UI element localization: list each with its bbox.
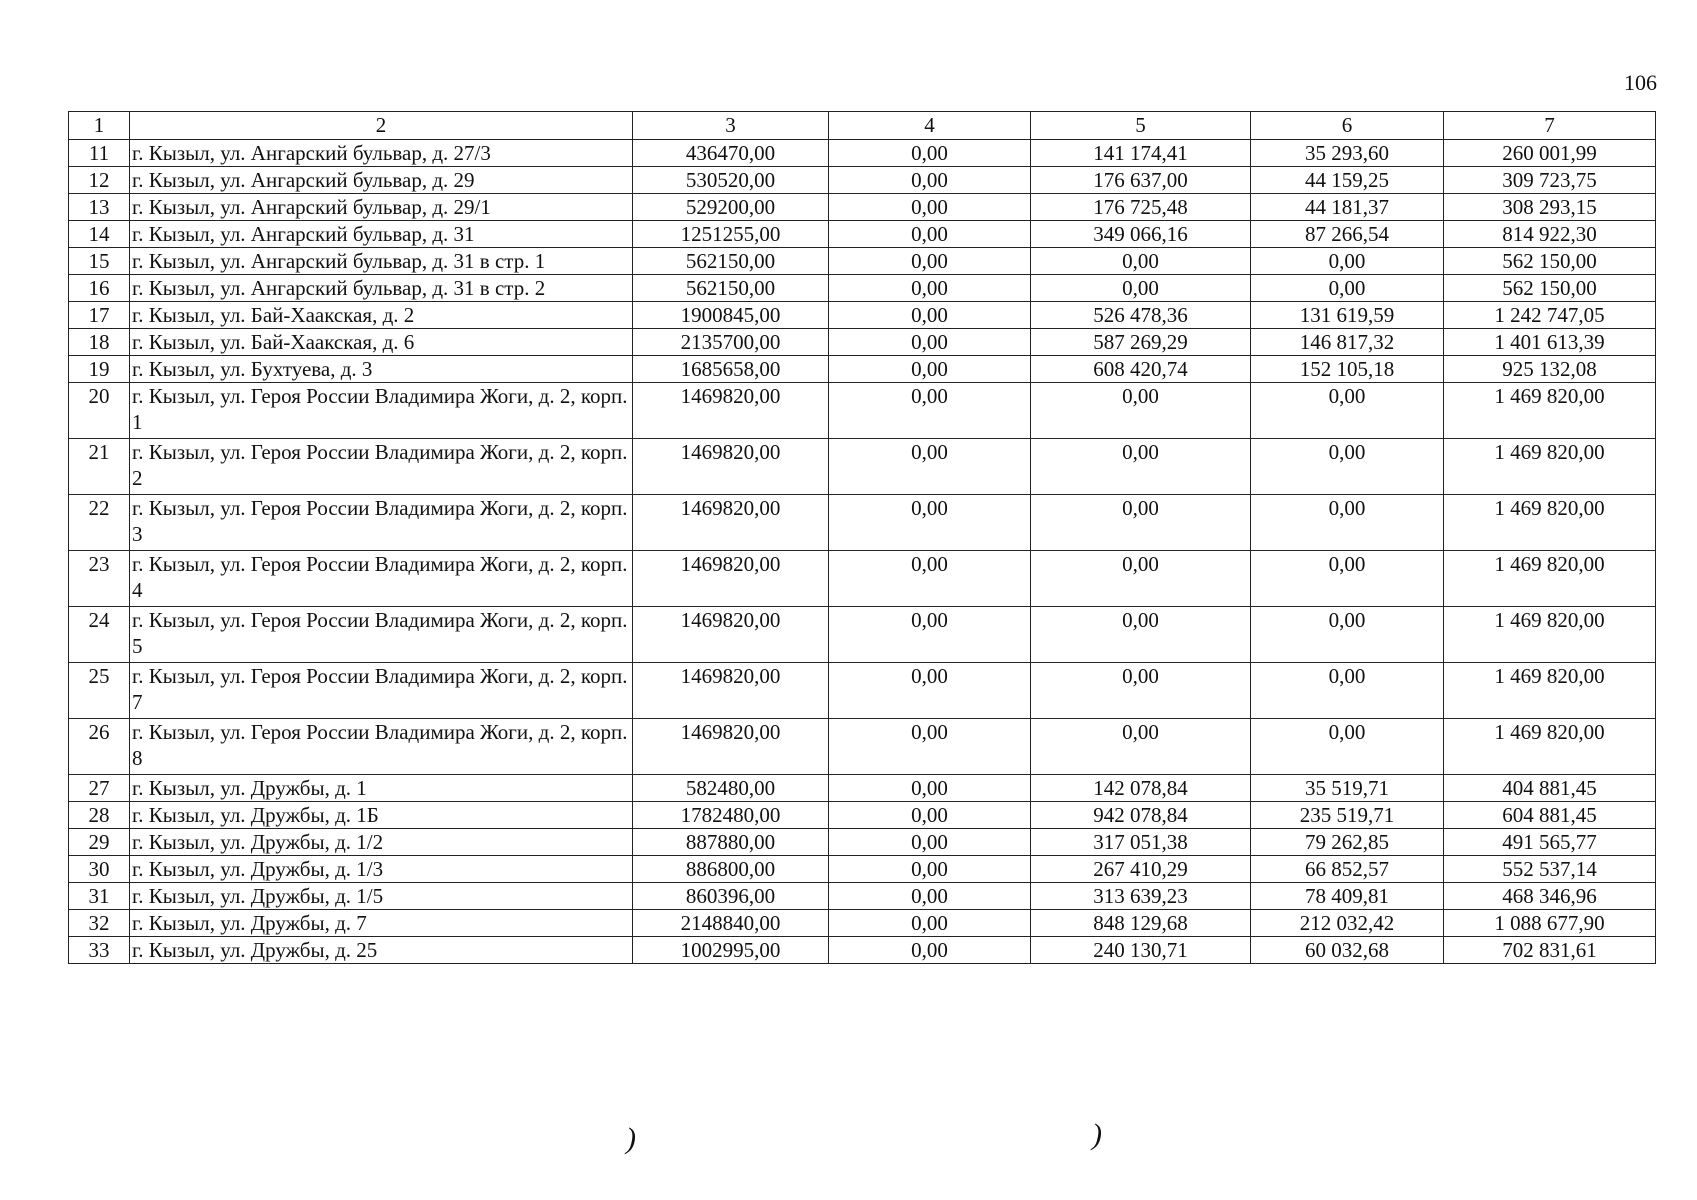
address-cell: г. Кызыл, ул. Дружбы, д. 1/2 bbox=[130, 829, 633, 856]
col3-cell: 887880,00 bbox=[633, 829, 829, 856]
col7-cell: 925 132,08 bbox=[1444, 356, 1656, 383]
address-cell: г. Кызыл, ул. Бай-Хаакская, д. 2 bbox=[130, 302, 633, 329]
col5-cell: 176 637,00 bbox=[1031, 167, 1251, 194]
col6-cell: 0,00 bbox=[1251, 607, 1444, 663]
col3-cell: 1469820,00 bbox=[633, 551, 829, 607]
row-number-cell: 12 bbox=[69, 167, 130, 194]
col4-cell: 0,00 bbox=[829, 607, 1031, 663]
col6-cell: 35 293,60 bbox=[1251, 140, 1444, 167]
col3-cell: 1469820,00 bbox=[633, 663, 829, 719]
col6-cell: 0,00 bbox=[1251, 275, 1444, 302]
col4-cell: 0,00 bbox=[829, 194, 1031, 221]
address-cell: г. Кызыл, ул. Ангарский бульвар, д. 29 bbox=[130, 167, 633, 194]
col6-cell: 0,00 bbox=[1251, 248, 1444, 275]
col5-cell: 349 066,16 bbox=[1031, 221, 1251, 248]
address-cell: г. Кызыл, ул. Дружбы, д. 1Б bbox=[130, 802, 633, 829]
col7-cell: 1 469 820,00 bbox=[1444, 719, 1656, 775]
table-row bbox=[69, 329, 1656, 356]
row-number-cell: 14 bbox=[69, 221, 130, 248]
row-number-cell: 24 bbox=[69, 607, 130, 663]
col4-cell: 0,00 bbox=[829, 383, 1031, 439]
header-cell: 1 bbox=[69, 112, 130, 140]
col5-cell: 0,00 bbox=[1031, 383, 1251, 439]
table-row bbox=[69, 302, 1656, 329]
col7-cell: 1 469 820,00 bbox=[1444, 383, 1656, 439]
col5-cell: 240 130,71 bbox=[1031, 937, 1251, 964]
col3-cell: 1002995,00 bbox=[633, 937, 829, 964]
col4-cell: 0,00 bbox=[829, 551, 1031, 607]
col3-cell: 1469820,00 bbox=[633, 383, 829, 439]
col6-cell: 152 105,18 bbox=[1251, 356, 1444, 383]
table-row bbox=[69, 167, 1656, 194]
table-row bbox=[69, 856, 1656, 883]
header-cell: 7 bbox=[1444, 112, 1656, 140]
row-number-cell: 11 bbox=[69, 140, 130, 167]
col6-cell: 212 032,42 bbox=[1251, 910, 1444, 937]
margin-mark: ) bbox=[1092, 1118, 1102, 1151]
col7-cell: 468 346,96 bbox=[1444, 883, 1656, 910]
col7-cell: 552 537,14 bbox=[1444, 856, 1656, 883]
address-cell: г. Кызыл, ул. Ангарский бульвар, д. 31 в стр. 1 bbox=[130, 248, 633, 275]
header-cell: 4 bbox=[829, 112, 1031, 140]
col4-cell: 0,00 bbox=[829, 140, 1031, 167]
table-row bbox=[69, 275, 1656, 302]
col3-cell: 1469820,00 bbox=[633, 495, 829, 551]
col3-cell: 886800,00 bbox=[633, 856, 829, 883]
col5-cell: 0,00 bbox=[1031, 495, 1251, 551]
col3-cell: 1685658,00 bbox=[633, 356, 829, 383]
col7-cell: 814 922,30 bbox=[1444, 221, 1656, 248]
header-cell: 6 bbox=[1251, 112, 1444, 140]
col6-cell: 0,00 bbox=[1251, 495, 1444, 551]
address-cell: г. Кызыл, ул. Дружбы, д. 25 bbox=[130, 937, 633, 964]
col6-cell: 44 181,37 bbox=[1251, 194, 1444, 221]
col3-cell: 2135700,00 bbox=[633, 329, 829, 356]
header-cell: 3 bbox=[633, 112, 829, 140]
col3-cell: 562150,00 bbox=[633, 275, 829, 302]
col7-cell: 1 242 747,05 bbox=[1444, 302, 1656, 329]
col6-cell: 146 817,32 bbox=[1251, 329, 1444, 356]
col6-cell: 235 519,71 bbox=[1251, 802, 1444, 829]
col6-cell: 60 032,68 bbox=[1251, 937, 1444, 964]
table-row bbox=[69, 356, 1656, 383]
row-number-cell: 28 bbox=[69, 802, 130, 829]
col4-cell: 0,00 bbox=[829, 856, 1031, 883]
col3-cell: 1469820,00 bbox=[633, 439, 829, 495]
col4-cell: 0,00 bbox=[829, 883, 1031, 910]
row-number-cell: 16 bbox=[69, 275, 130, 302]
col7-cell: 1 469 820,00 bbox=[1444, 663, 1656, 719]
row-number-cell: 31 bbox=[69, 883, 130, 910]
col3-cell: 1900845,00 bbox=[633, 302, 829, 329]
col3-cell: 582480,00 bbox=[633, 775, 829, 802]
row-number-cell: 17 bbox=[69, 302, 130, 329]
col6-cell: 0,00 bbox=[1251, 663, 1444, 719]
address-cell: г. Кызыл, ул. Ангарский бульвар, д. 31 в стр. 2 bbox=[130, 275, 633, 302]
table-row bbox=[69, 551, 1656, 607]
col4-cell: 0,00 bbox=[829, 356, 1031, 383]
col7-cell: 562 150,00 bbox=[1444, 248, 1656, 275]
margin-mark: ) bbox=[626, 1122, 636, 1155]
col4-cell: 0,00 bbox=[829, 829, 1031, 856]
col3-cell: 1782480,00 bbox=[633, 802, 829, 829]
col4-cell: 0,00 bbox=[829, 302, 1031, 329]
table-row bbox=[69, 140, 1656, 167]
col5-cell: 141 174,41 bbox=[1031, 140, 1251, 167]
col4-cell: 0,00 bbox=[829, 802, 1031, 829]
col3-cell: 1469820,00 bbox=[633, 607, 829, 663]
col7-cell: 491 565,77 bbox=[1444, 829, 1656, 856]
col3-cell: 1469820,00 bbox=[633, 719, 829, 775]
col6-cell: 87 266,54 bbox=[1251, 221, 1444, 248]
table-row bbox=[69, 775, 1656, 802]
table-row bbox=[69, 802, 1656, 829]
table-row bbox=[69, 883, 1656, 910]
row-number-cell: 13 bbox=[69, 194, 130, 221]
col4-cell: 0,00 bbox=[829, 775, 1031, 802]
address-cell: г. Кызыл, ул. Дружбы, д. 1 bbox=[130, 775, 633, 802]
col4-cell: 0,00 bbox=[829, 910, 1031, 937]
address-cell: г. Кызыл, ул. Героя России Владимира Жоги, д. 2, корп. 5 bbox=[130, 607, 633, 663]
address-cell: г. Кызыл, ул. Ангарский бульвар, д. 31 bbox=[130, 221, 633, 248]
page-number: 106 bbox=[1624, 70, 1657, 95]
col6-cell: 35 519,71 bbox=[1251, 775, 1444, 802]
col6-cell: 0,00 bbox=[1251, 383, 1444, 439]
col7-cell: 309 723,75 bbox=[1444, 167, 1656, 194]
col7-cell: 604 881,45 bbox=[1444, 802, 1656, 829]
col3-cell: 2148840,00 bbox=[633, 910, 829, 937]
row-number-cell: 22 bbox=[69, 495, 130, 551]
col5-cell: 267 410,29 bbox=[1031, 856, 1251, 883]
col3-cell: 436470,00 bbox=[633, 140, 829, 167]
col3-cell: 860396,00 bbox=[633, 883, 829, 910]
table-row bbox=[69, 248, 1656, 275]
address-cell: г. Кызыл, ул. Героя России Владимира Жоги, д. 2, корп. 7 bbox=[130, 663, 633, 719]
col7-cell: 260 001,99 bbox=[1444, 140, 1656, 167]
col3-cell: 562150,00 bbox=[633, 248, 829, 275]
address-cell: г. Кызыл, ул. Дружбы, д. 1/5 bbox=[130, 883, 633, 910]
row-number-cell: 33 bbox=[69, 937, 130, 964]
table-row bbox=[69, 194, 1656, 221]
row-number-cell: 30 bbox=[69, 856, 130, 883]
col5-cell: 587 269,29 bbox=[1031, 329, 1251, 356]
col5-cell: 848 129,68 bbox=[1031, 910, 1251, 937]
address-cell: г. Кызыл, ул. Героя России Владимира Жоги, д. 2, корп. 2 bbox=[130, 439, 633, 495]
col5-cell: 313 639,23 bbox=[1031, 883, 1251, 910]
col4-cell: 0,00 bbox=[829, 329, 1031, 356]
col6-cell: 0,00 bbox=[1251, 439, 1444, 495]
row-number-cell: 20 bbox=[69, 383, 130, 439]
col5-cell: 0,00 bbox=[1031, 275, 1251, 302]
col7-cell: 308 293,15 bbox=[1444, 194, 1656, 221]
col7-cell: 404 881,45 bbox=[1444, 775, 1656, 802]
header-row bbox=[69, 112, 1656, 140]
row-number-cell: 15 bbox=[69, 248, 130, 275]
col7-cell: 1 469 820,00 bbox=[1444, 607, 1656, 663]
col5-cell: 0,00 bbox=[1031, 607, 1251, 663]
address-cell: г. Кызыл, ул. Героя России Владимира Жоги, д. 2, корп. 1 bbox=[130, 383, 633, 439]
table-row bbox=[69, 719, 1656, 775]
col3-cell: 530520,00 bbox=[633, 167, 829, 194]
col5-cell: 608 420,74 bbox=[1031, 356, 1251, 383]
row-number-cell: 25 bbox=[69, 663, 130, 719]
col7-cell: 1 469 820,00 bbox=[1444, 551, 1656, 607]
table-row bbox=[69, 829, 1656, 856]
col7-cell: 1 401 613,39 bbox=[1444, 329, 1656, 356]
col4-cell: 0,00 bbox=[829, 719, 1031, 775]
col6-cell: 0,00 bbox=[1251, 551, 1444, 607]
col6-cell: 66 852,57 bbox=[1251, 856, 1444, 883]
address-cell: г. Кызыл, ул. Героя России Владимира Жоги, д. 2, корп. 8 bbox=[130, 719, 633, 775]
table-row bbox=[69, 607, 1656, 663]
table-row bbox=[69, 937, 1656, 964]
address-cell: г. Кызыл, ул. Бухтуева, д. 3 bbox=[130, 356, 633, 383]
col5-cell: 0,00 bbox=[1031, 248, 1251, 275]
col6-cell: 78 409,81 bbox=[1251, 883, 1444, 910]
col5-cell: 0,00 bbox=[1031, 439, 1251, 495]
col6-cell: 131 619,59 bbox=[1251, 302, 1444, 329]
col6-cell: 44 159,25 bbox=[1251, 167, 1444, 194]
col5-cell: 942 078,84 bbox=[1031, 802, 1251, 829]
row-number-cell: 21 bbox=[69, 439, 130, 495]
col4-cell: 0,00 bbox=[829, 495, 1031, 551]
col3-cell: 529200,00 bbox=[633, 194, 829, 221]
col6-cell: 79 262,85 bbox=[1251, 829, 1444, 856]
address-cell: г. Кызыл, ул. Ангарский бульвар, д. 29/1 bbox=[130, 194, 633, 221]
address-cell: г. Кызыл, ул. Героя России Владимира Жоги, д. 2, корп. 3 bbox=[130, 495, 633, 551]
col7-cell: 702 831,61 bbox=[1444, 937, 1656, 964]
address-cell: г. Кызыл, ул. Бай-Хаакская, д. 6 bbox=[130, 329, 633, 356]
col5-cell: 142 078,84 bbox=[1031, 775, 1251, 802]
row-number-cell: 32 bbox=[69, 910, 130, 937]
col4-cell: 0,00 bbox=[829, 275, 1031, 302]
col4-cell: 0,00 bbox=[829, 167, 1031, 194]
table-row bbox=[69, 495, 1656, 551]
col4-cell: 0,00 bbox=[829, 221, 1031, 248]
data-table bbox=[68, 111, 1656, 964]
header-cell: 5 bbox=[1031, 112, 1251, 140]
row-number-cell: 19 bbox=[69, 356, 130, 383]
address-cell: г. Кызыл, ул. Дружбы, д. 7 bbox=[130, 910, 633, 937]
col7-cell: 1 469 820,00 bbox=[1444, 439, 1656, 495]
table-row bbox=[69, 221, 1656, 248]
col4-cell: 0,00 bbox=[829, 248, 1031, 275]
table-row bbox=[69, 439, 1656, 495]
header-cell: 2 bbox=[130, 112, 633, 140]
col6-cell: 0,00 bbox=[1251, 719, 1444, 775]
address-cell: г. Кызыл, ул. Ангарский бульвар, д. 27/3 bbox=[130, 140, 633, 167]
col5-cell: 0,00 bbox=[1031, 719, 1251, 775]
col5-cell: 176 725,48 bbox=[1031, 194, 1251, 221]
table-row bbox=[69, 663, 1656, 719]
table-row bbox=[69, 383, 1656, 439]
col3-cell: 1251255,00 bbox=[633, 221, 829, 248]
col5-cell: 0,00 bbox=[1031, 663, 1251, 719]
col5-cell: 526 478,36 bbox=[1031, 302, 1251, 329]
row-number-cell: 26 bbox=[69, 719, 130, 775]
col5-cell: 0,00 bbox=[1031, 551, 1251, 607]
col4-cell: 0,00 bbox=[829, 663, 1031, 719]
row-number-cell: 18 bbox=[69, 329, 130, 356]
col4-cell: 0,00 bbox=[829, 439, 1031, 495]
row-number-cell: 27 bbox=[69, 775, 130, 802]
col7-cell: 1 469 820,00 bbox=[1444, 495, 1656, 551]
col7-cell: 562 150,00 bbox=[1444, 275, 1656, 302]
row-number-cell: 23 bbox=[69, 551, 130, 607]
address-cell: г. Кызыл, ул. Героя России Владимира Жоги, д. 2, корп. 4 bbox=[130, 551, 633, 607]
col4-cell: 0,00 bbox=[829, 937, 1031, 964]
col7-cell: 1 088 677,90 bbox=[1444, 910, 1656, 937]
row-number-cell: 29 bbox=[69, 829, 130, 856]
table-row bbox=[69, 910, 1656, 937]
col5-cell: 317 051,38 bbox=[1031, 829, 1251, 856]
address-cell: г. Кызыл, ул. Дружбы, д. 1/3 bbox=[130, 856, 633, 883]
